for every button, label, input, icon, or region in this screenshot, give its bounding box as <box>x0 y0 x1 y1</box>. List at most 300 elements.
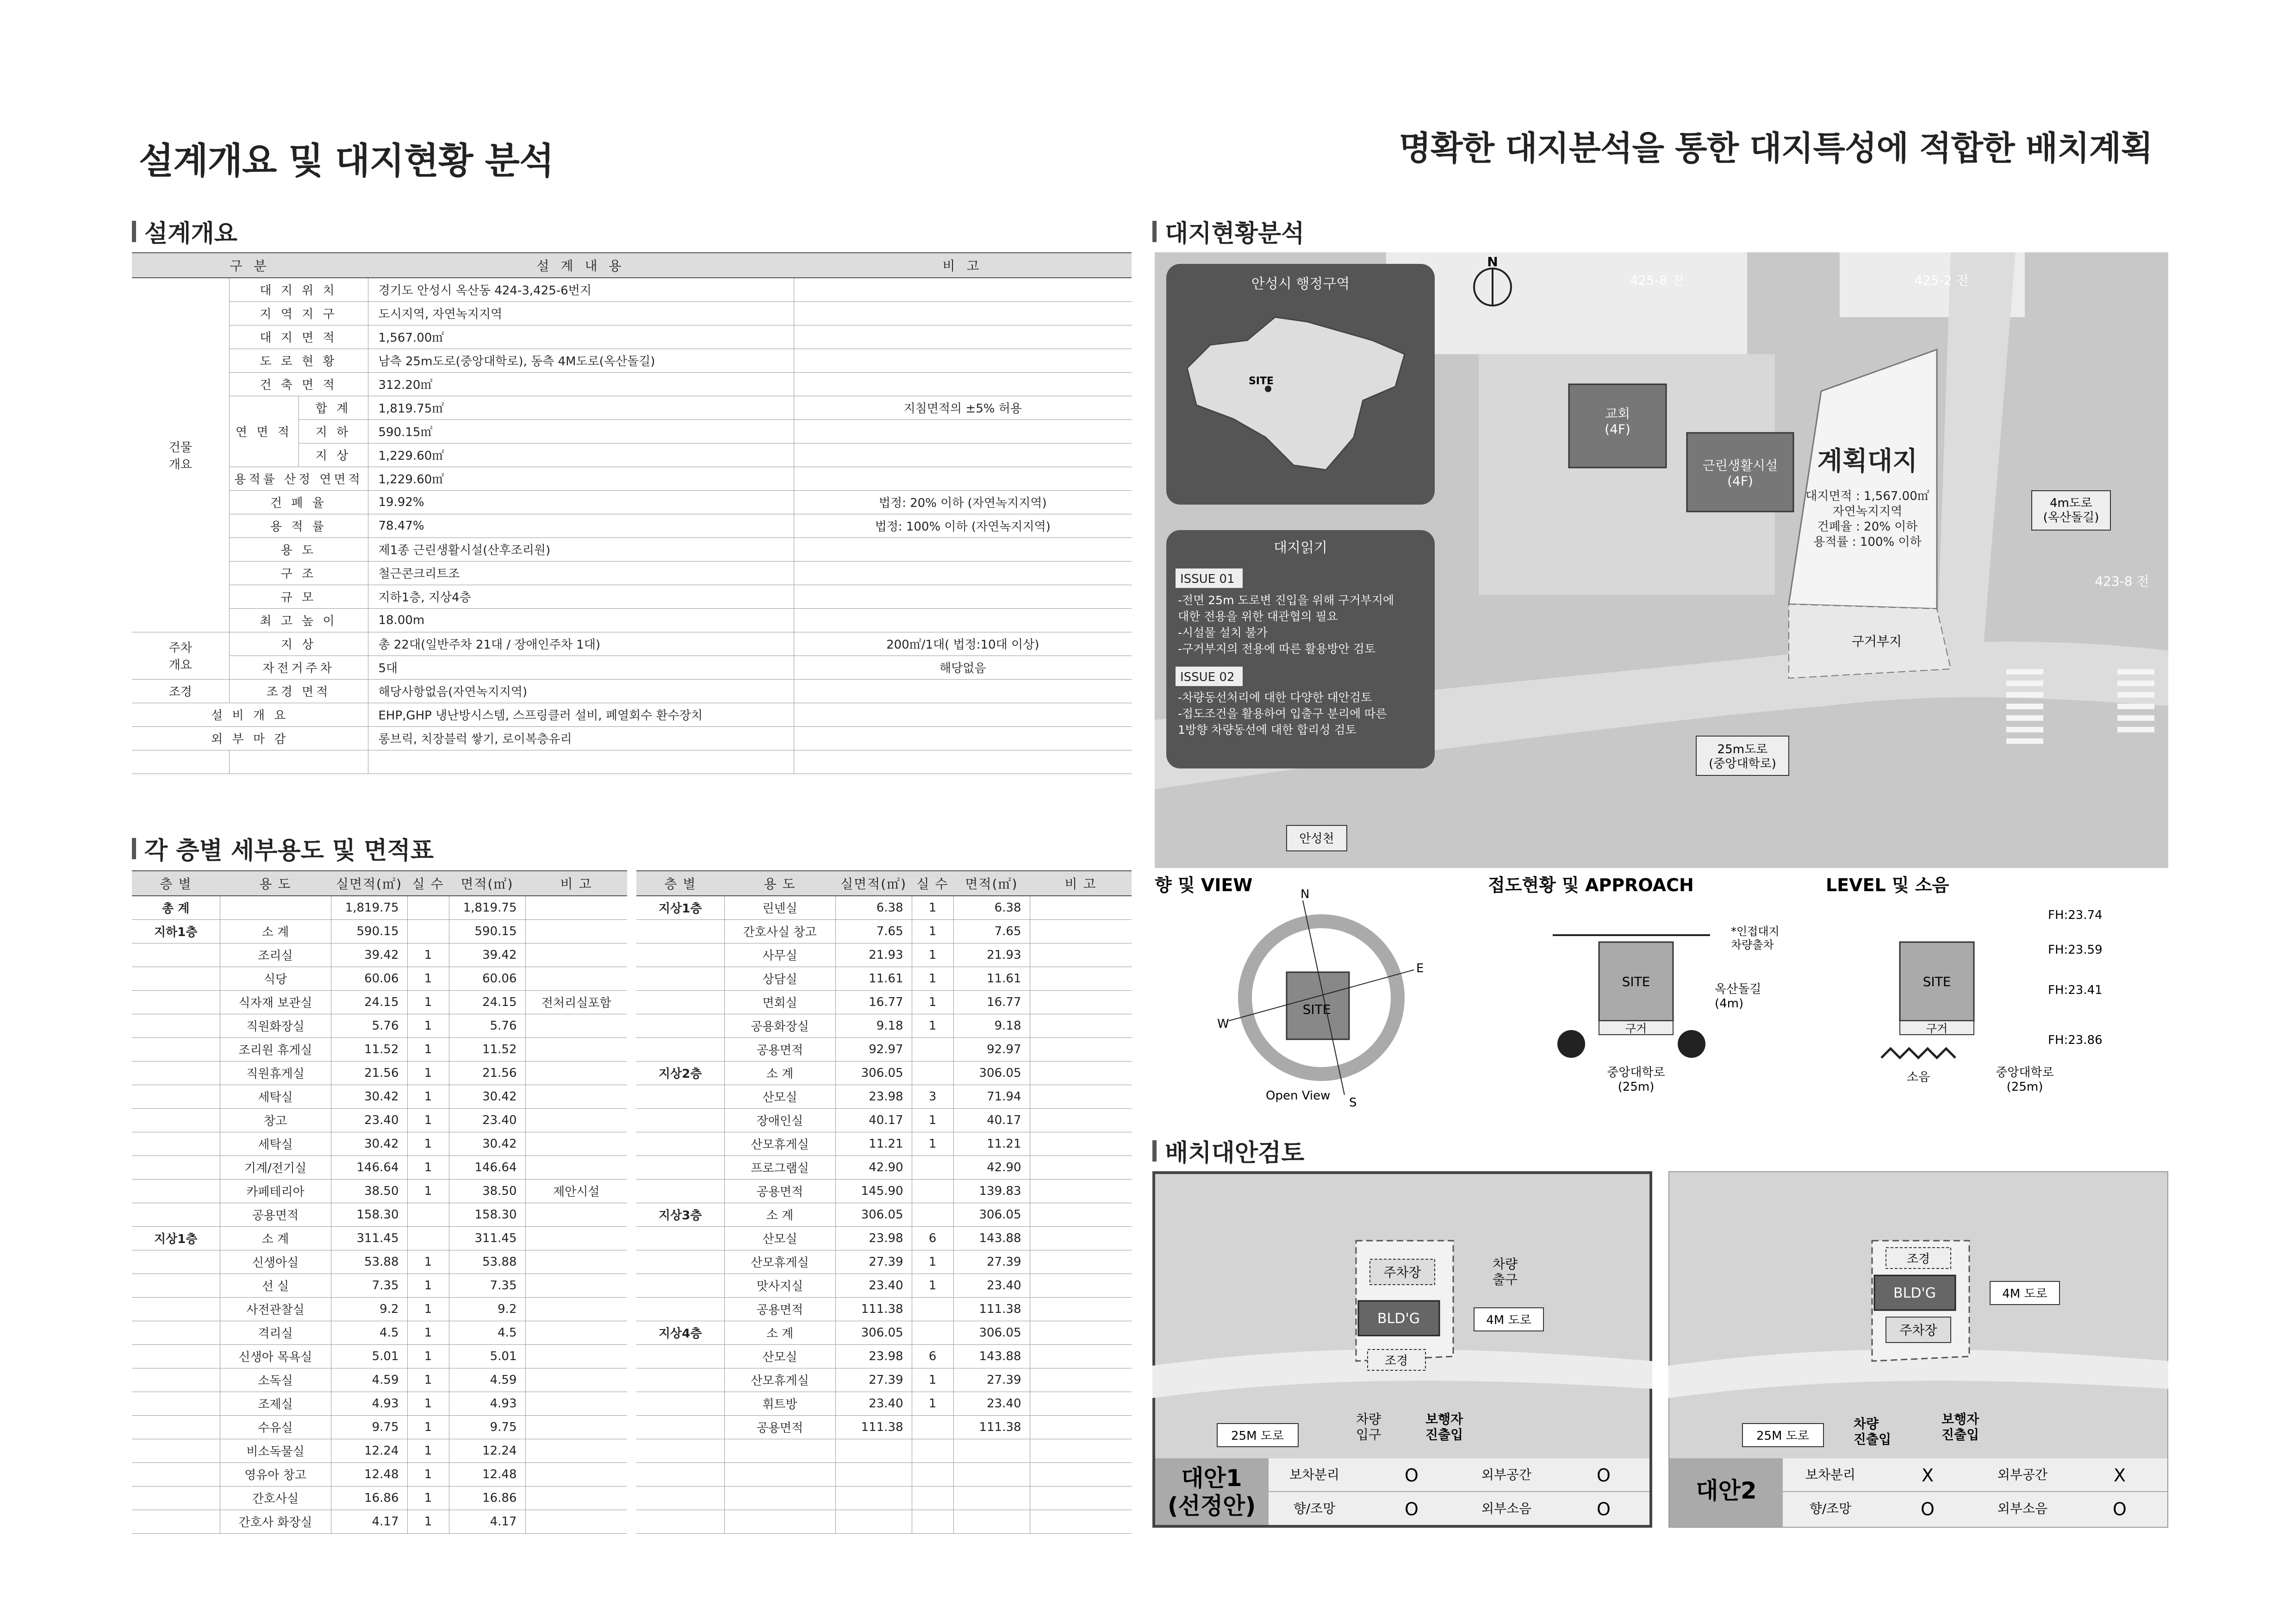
floor-row <box>132 943 627 967</box>
area-cell: 27.39 <box>835 1368 912 1392</box>
issue1-line-4: -구거부지의 전용에 따른 활용방안 검토 <box>1178 642 1376 656</box>
overview-cell: 200㎡/1대( 법정:10대 이상) <box>794 632 1132 656</box>
floor-cell <box>132 1415 220 1439</box>
issue1-label: ISSUE 01 <box>1180 572 1235 586</box>
total-cell: 39.42 <box>449 943 525 967</box>
floor-cell <box>636 1250 724 1274</box>
count-cell <box>912 1037 953 1061</box>
area-cell: 9.2 <box>331 1297 407 1321</box>
alt1-eval-grid <box>1269 1458 1649 1525</box>
overview-cell: 1,229.60㎡ <box>368 443 794 467</box>
note-cell <box>1030 1085 1132 1108</box>
use-cell: 기계/전기실 <box>220 1156 331 1179</box>
floor-row <box>636 1368 1132 1392</box>
count-cell <box>912 1462 953 1486</box>
floor-row <box>132 1156 627 1179</box>
total-cell: 9.75 <box>449 1415 525 1439</box>
floor-cell: 지하1층 <box>132 919 220 943</box>
overview-cell: 지침면적의 ±5% 허용 <box>794 396 1132 419</box>
floor-row <box>636 1037 1132 1061</box>
count-cell: 1 <box>912 990 953 1014</box>
floor-cell <box>636 1108 724 1132</box>
area-cell: 4.17 <box>331 1510 407 1533</box>
count-cell: 1 <box>407 1274 449 1297</box>
floor-row <box>132 896 627 919</box>
area-cell: 7.35 <box>331 1274 407 1297</box>
note-cell <box>1030 896 1132 919</box>
floor-cell <box>132 1061 220 1085</box>
overview-cell: 해당없음 <box>794 656 1132 679</box>
total-cell: 11.21 <box>953 1132 1030 1156</box>
use-cell: 비소독물실 <box>220 1439 331 1462</box>
floor-row <box>636 1274 1132 1297</box>
overview-row <box>132 608 1132 632</box>
use-cell: 면회실 <box>724 990 835 1014</box>
area-cell: 12.24 <box>331 1439 407 1462</box>
note-cell <box>1030 1415 1132 1439</box>
note-cell <box>525 1014 627 1037</box>
total-cell: 38.50 <box>449 1179 525 1203</box>
total-cell: 27.39 <box>953 1250 1030 1274</box>
note-cell <box>525 1132 627 1156</box>
use-cell: 산모휴게실 <box>724 1132 835 1156</box>
floor-cell <box>636 1085 724 1108</box>
section-title-floor <box>132 831 434 866</box>
floor-cell <box>636 1415 724 1439</box>
alt1-grid-0-0: 보차분리 <box>1289 1467 1340 1482</box>
count-cell: 1 <box>407 1510 449 1533</box>
overview-cell: 지 상 <box>299 443 368 467</box>
area-cell: 23.98 <box>835 1344 912 1368</box>
alternative-1-panel <box>1152 1171 1652 1528</box>
area-cell: 11.21 <box>835 1132 912 1156</box>
area-cell: 21.93 <box>835 943 912 967</box>
floor-row <box>132 1486 627 1510</box>
floor-row <box>636 1203 1132 1226</box>
use-cell: 사전관찰실 <box>220 1297 331 1321</box>
alt1-name: 대안1 (선정안) <box>1167 1465 1256 1519</box>
floor-cell <box>132 1156 220 1179</box>
note-cell <box>525 1344 627 1368</box>
overview-cell: 590.15㎡ <box>368 419 794 443</box>
use-cell: 조리원 휴게실 <box>220 1037 331 1061</box>
use-cell: 공용화장실 <box>724 1014 835 1037</box>
count-cell <box>912 1297 953 1321</box>
count-cell: 1 <box>912 1250 953 1274</box>
section-label: 대지현황분석 <box>1165 220 1305 248</box>
floor-cell <box>636 990 724 1014</box>
count-cell <box>912 1486 953 1510</box>
area-cell <box>835 1486 912 1510</box>
count-cell: 1 <box>407 1085 449 1108</box>
count-cell <box>912 1156 953 1179</box>
count-cell: 1 <box>407 1344 449 1368</box>
area-cell: 16.86 <box>331 1486 407 1510</box>
approach-oksan-label: 옥산돌길 (4m) <box>1715 982 1761 1011</box>
floor-row <box>636 1156 1132 1179</box>
total-cell: 143.88 <box>953 1344 1030 1368</box>
overview-cell: 1,229.60㎡ <box>368 467 794 490</box>
overview-cell: 총 22대(일반주차 21대 / 장애인주차 1대) <box>368 632 794 656</box>
floor-cell <box>132 1321 220 1344</box>
planned-site-info-3: 건폐율 : 20% 이하 <box>1817 520 1918 534</box>
total-cell: 4.59 <box>449 1368 525 1392</box>
count-cell <box>912 1321 953 1344</box>
count-cell: 1 <box>407 1486 449 1510</box>
note-cell <box>1030 1439 1132 1462</box>
total-cell: 146.64 <box>449 1156 525 1179</box>
use-cell: 공용면적 <box>724 1037 835 1061</box>
use-cell: 직원휴게실 <box>220 1061 331 1085</box>
section-title-alternatives <box>1152 1133 1304 1168</box>
use-cell: 창고 <box>220 1108 331 1132</box>
count-cell: 1 <box>407 1368 449 1392</box>
overview-cell: 5대 <box>368 656 794 679</box>
level-jungang-label: 중앙대학로 (25m) <box>1996 1066 2054 1094</box>
total-cell: 7.65 <box>953 919 1030 943</box>
use-cell <box>724 1510 835 1533</box>
overview-cell <box>794 278 1132 301</box>
level-diagram-title: LEVEL 및 소음 <box>1826 875 1949 895</box>
floor-row <box>132 1085 627 1108</box>
overview-header-row <box>132 253 1132 278</box>
total-cell: 60.06 <box>449 967 525 990</box>
floor-row <box>132 919 627 943</box>
floor-row <box>636 1462 1132 1486</box>
overview-label: 지 역 지 구 <box>229 301 368 325</box>
area-cell: 306.05 <box>835 1321 912 1344</box>
use-cell: 산모휴게실 <box>724 1368 835 1392</box>
floor-row <box>636 990 1132 1014</box>
floor-cell <box>636 967 724 990</box>
count-cell <box>407 1203 449 1226</box>
floor-row <box>636 919 1132 943</box>
area-cell: 306.05 <box>835 1203 912 1226</box>
total-cell: 9.18 <box>953 1014 1030 1037</box>
floor-cell <box>636 1462 724 1486</box>
overview-cell <box>794 349 1132 372</box>
note-cell <box>525 1156 627 1179</box>
floor-table-left <box>132 870 627 1534</box>
total-cell: 12.24 <box>449 1439 525 1462</box>
alt2-road25-label: 25M 도로 <box>1756 1429 1810 1443</box>
overview-cell: 경기도 안성시 옥산동 424-3,425-6번지 <box>368 278 794 301</box>
area-cell: 145.90 <box>835 1179 912 1203</box>
floor-cell <box>636 1037 724 1061</box>
noise-zigzag-icon <box>1881 1049 1955 1058</box>
area-cell: 11.61 <box>835 967 912 990</box>
total-cell: 12.48 <box>449 1462 525 1486</box>
use-cell: 산모휴게실 <box>724 1250 835 1274</box>
note-cell <box>525 1510 627 1533</box>
floor-cell <box>132 1250 220 1274</box>
alt1-grid-0-1: O <box>1405 1465 1419 1486</box>
lot-north-1 <box>1386 252 1747 354</box>
floor-cell <box>132 943 220 967</box>
note-cell <box>1030 990 1132 1014</box>
overview-cell <box>794 372 1132 396</box>
alt1-landscape-label: 조경 <box>1384 1354 1408 1368</box>
floor-cell <box>636 1274 724 1297</box>
use-cell: 조제실 <box>220 1392 331 1415</box>
total-cell: 23.40 <box>953 1392 1030 1415</box>
overview-label: 건 폐 율 <box>229 490 368 514</box>
page-title: 설계개요 및 대지현황 분석 <box>139 140 554 182</box>
overview-cell: 합 계 <box>299 396 368 419</box>
view-w-label: W <box>1217 1017 1229 1031</box>
overview-cell: 제1종 근린생활시설(산후조리원) <box>368 537 794 561</box>
note-cell <box>1030 1274 1132 1297</box>
note-cell <box>1030 1486 1132 1510</box>
note-cell <box>525 1274 627 1297</box>
alt1-ped-label: 보행자 진출입 <box>1425 1412 1463 1443</box>
note-cell <box>1030 1344 1132 1368</box>
use-cell: 상담실 <box>724 967 835 990</box>
site-reading-title: 대지읽기 <box>1274 540 1327 556</box>
area-cell: 590.15 <box>331 919 407 943</box>
note-cell <box>1030 1014 1132 1037</box>
alt2-grid-1-1: O <box>1921 1499 1935 1519</box>
approach-note: *인접대지 차량출차 <box>1731 925 1780 951</box>
use-cell <box>724 1486 835 1510</box>
count-cell: 1 <box>912 1132 953 1156</box>
total-cell: 42.90 <box>953 1156 1030 1179</box>
total-cell: 11.52 <box>449 1037 525 1061</box>
count-cell <box>912 1510 953 1533</box>
use-cell: 산모실 <box>724 1226 835 1250</box>
overview-row <box>132 679 1132 703</box>
count-cell: 1 <box>407 1061 449 1085</box>
note-cell: 전처리실포함 <box>525 990 627 1014</box>
area-cell: 306.05 <box>835 1061 912 1085</box>
use-cell: 공용면적 <box>724 1297 835 1321</box>
use-cell: 산모실 <box>724 1344 835 1368</box>
area-cell: 11.52 <box>331 1037 407 1061</box>
count-cell <box>407 896 449 919</box>
level-site-label: SITE <box>1923 974 1951 989</box>
area-cell: 9.18 <box>835 1014 912 1037</box>
floor-row <box>132 1368 627 1392</box>
use-cell: 공용면적 <box>220 1203 331 1226</box>
note-cell <box>525 1061 627 1085</box>
total-cell: 24.15 <box>449 990 525 1014</box>
note-cell <box>525 919 627 943</box>
alt1-grid-1-1: O <box>1405 1499 1419 1519</box>
total-cell: 5.76 <box>449 1014 525 1037</box>
alt2-road4-label: 4M 도로 <box>2002 1287 2047 1301</box>
total-cell <box>953 1439 1030 1462</box>
overview-cell: 도시지역, 자연녹지지역 <box>368 301 794 325</box>
total-cell: 139.83 <box>953 1179 1030 1203</box>
alt2-grid-0-1: X <box>1921 1465 1934 1486</box>
area-cell: 24.15 <box>331 990 407 1014</box>
overview-cell: 지 하 <box>299 419 368 443</box>
floor-cell <box>132 1510 220 1533</box>
note-cell <box>525 1037 627 1061</box>
floor-cell <box>132 1132 220 1156</box>
overview-label: 용적률 산정 연면적 <box>229 467 368 490</box>
count-cell: 1 <box>407 1462 449 1486</box>
alt1-building-label: BLD'G <box>1377 1311 1420 1327</box>
floor-cell: 지상4층 <box>636 1321 724 1344</box>
total-cell: 4.5 <box>449 1321 525 1344</box>
note-cell <box>1030 1297 1132 1321</box>
total-cell: 4.17 <box>449 1510 525 1533</box>
floor-header-row <box>132 871 627 896</box>
site-analysis-map <box>1155 252 2168 868</box>
alt1-parking-label: 주차장 <box>1383 1265 1421 1280</box>
floor-row <box>636 1439 1132 1462</box>
area-cell: 7.65 <box>835 919 912 943</box>
count-cell: 1 <box>407 990 449 1014</box>
floor-cell <box>132 1037 220 1061</box>
total-cell: 306.05 <box>953 1061 1030 1085</box>
count-cell: 1 <box>407 967 449 990</box>
count-cell: 1 <box>407 1250 449 1274</box>
header-note: 비 고 <box>525 871 627 896</box>
overview-row-empty <box>132 750 1132 774</box>
area-cell: 53.88 <box>331 1250 407 1274</box>
note-cell <box>1030 1368 1132 1392</box>
open-view-label: Open View <box>1266 1089 1331 1103</box>
total-cell: 6.38 <box>953 896 1030 919</box>
use-cell: 간호사실 창고 <box>724 919 835 943</box>
fh-label-1: FH:23.74 <box>2048 908 2103 922</box>
floor-row <box>132 1462 627 1486</box>
use-cell: 카페테리아 <box>220 1179 331 1203</box>
floor-row <box>132 1014 627 1037</box>
floor-row <box>636 1392 1132 1415</box>
section-bar <box>1152 1140 1157 1162</box>
floor-row <box>132 990 627 1014</box>
group-parking: 주차 개요 <box>132 632 229 679</box>
floor-cell <box>132 1344 220 1368</box>
area-cell: 111.38 <box>835 1415 912 1439</box>
lot-label-425-2: 425-2 전 <box>1914 273 1969 288</box>
group-building: 건물 개요 <box>132 278 229 632</box>
overview-row <box>132 396 1132 419</box>
floor-row <box>132 1108 627 1132</box>
overview-cell <box>794 325 1132 349</box>
floor-cell <box>636 943 724 967</box>
area-cell <box>835 1510 912 1533</box>
total-cell: 311.45 <box>449 1226 525 1250</box>
overview-row <box>132 537 1132 561</box>
floor-table-right <box>636 870 1132 1534</box>
overview-label: 용 적 률 <box>229 514 368 537</box>
alt2-eval-grid <box>1783 1458 2167 1527</box>
floor-cell: 지상3층 <box>636 1203 724 1226</box>
total-cell: 23.40 <box>953 1274 1030 1297</box>
use-cell: 프로그램실 <box>724 1156 835 1179</box>
alt2-car-label: 차량 진출입 <box>1854 1416 1892 1447</box>
use-cell: 신생아실 <box>220 1250 331 1274</box>
overview-cell: 철근콘크리트조 <box>368 561 794 585</box>
count-cell: 1 <box>407 1439 449 1462</box>
view-e-label: E <box>1416 962 1424 975</box>
section-title-site <box>1152 214 1304 249</box>
floor-header-row <box>636 871 1132 896</box>
note-cell <box>1030 967 1132 990</box>
count-cell: 1 <box>912 896 953 919</box>
issue1-line-2: 대한 전용을 위한 대관협의 필요 <box>1178 610 1338 623</box>
floor-cell: 지상2층 <box>636 1061 724 1085</box>
floor-cell <box>636 1297 724 1321</box>
total-cell: 5.01 <box>449 1344 525 1368</box>
overview-row <box>132 490 1132 514</box>
area-cell: 30.42 <box>331 1132 407 1156</box>
floor-cell <box>636 1368 724 1392</box>
area-cell: 21.56 <box>331 1061 407 1085</box>
area-cell: 40.17 <box>835 1108 912 1132</box>
note-cell <box>525 943 627 967</box>
use-cell: 장애인실 <box>724 1108 835 1132</box>
floor-row <box>636 1250 1132 1274</box>
floor-cell <box>636 1486 724 1510</box>
floor-cell <box>132 1203 220 1226</box>
total-cell: 92.97 <box>953 1037 1030 1061</box>
overview-cell: 78.47% <box>368 514 794 537</box>
floor-cell <box>636 1179 724 1203</box>
floor-row <box>636 1132 1132 1156</box>
overview-label: 구 조 <box>229 561 368 585</box>
note-cell <box>1030 1132 1132 1156</box>
note-cell <box>1030 1203 1132 1226</box>
count-cell: 1 <box>407 1108 449 1132</box>
count-cell <box>407 1226 449 1250</box>
count-cell: 1 <box>407 1321 449 1344</box>
total-cell: 21.93 <box>953 943 1030 967</box>
overview-cell: 롱브릭, 치장블럭 쌓기, 로이복층유리 <box>368 726 794 750</box>
area-cell: 23.40 <box>835 1274 912 1297</box>
floor-cell: 총 계 <box>132 896 220 919</box>
total-cell: 590.15 <box>449 919 525 943</box>
count-cell: 6 <box>912 1226 953 1250</box>
level-gugeo-label: 구거 <box>1926 1022 1948 1035</box>
area-cell: 60.06 <box>331 967 407 990</box>
overview-cell <box>794 726 1132 750</box>
floor-cell <box>132 1014 220 1037</box>
use-cell: 린넨실 <box>724 896 835 919</box>
alt2-grid-1-3: O <box>2113 1499 2127 1519</box>
use-cell: 선 실 <box>220 1274 331 1297</box>
use-cell: 신생아 목욕실 <box>220 1344 331 1368</box>
overview-cell: 법정: 20% 이하 (자연녹지지역) <box>794 490 1132 514</box>
issue1-line-1: -전면 25m 도로변 진입을 위해 구거부지에 <box>1178 593 1394 607</box>
overview-cell: 해당사항없음(자연녹지지역) <box>368 679 794 703</box>
floor-row <box>636 1085 1132 1108</box>
floor-cell <box>132 1462 220 1486</box>
floor-row <box>636 1061 1132 1085</box>
area-cell: 158.30 <box>331 1203 407 1226</box>
header-count: 실 수 <box>912 871 953 896</box>
floor-row <box>132 1297 627 1321</box>
note-cell <box>1030 1061 1132 1085</box>
noise-label: 소음 <box>1906 1070 1930 1084</box>
area-cell: 39.42 <box>331 943 407 967</box>
count-cell: 1 <box>912 1368 953 1392</box>
count-cell: 1 <box>407 1297 449 1321</box>
total-cell: 23.40 <box>449 1108 525 1132</box>
overview-label: 자전거주차 <box>229 656 368 679</box>
approach-jungang-label: 중앙대학로 (25m) <box>1607 1066 1665 1094</box>
fh-label-4: FH:23.86 <box>2048 1033 2103 1047</box>
area-cell: 9.75 <box>331 1415 407 1439</box>
area-cell: 27.39 <box>835 1250 912 1274</box>
header-note: 비 고 <box>1030 871 1132 896</box>
overview-label: 지 상 <box>229 632 368 656</box>
area-cell <box>835 1462 912 1486</box>
